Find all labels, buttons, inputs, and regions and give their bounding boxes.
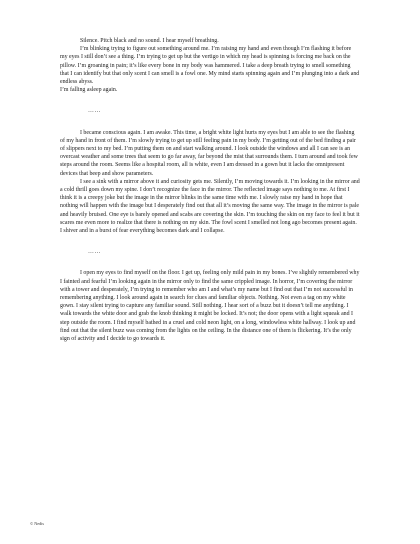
- copyright-footer: © Nedis: [30, 521, 44, 526]
- section-separator: ……: [88, 249, 101, 256]
- paragraph: I open my eyes to find myself on the floor. I get up, feeling only mild pain in my bones. I’ve slightly remembered why I fainted and fearful I’m looking again in the mirror only to find the same crippled image. In horror, I’m covering the mirror with a tower and desperately, I’m trying to remember who am I and what’s my name but I find out that I’m not successful in remembering anything. I look around again in search for clues and familiar objects. Nothing. Not even a tag on my white gown. I stay silent trying to capture any familiar sound. Still nothing. I hear sort of a buzz but it doesn’t tell me anything. I walk towards the white door and grab the knob thinking it might be locked. It’s not; the door opens with a light squeak and I step outside the room. I find myself bathed in a cruel and cold neon light, on a long, windowless white hallway. I look up and find out that the silent buzz was coming from the lights on the ceiling. In the distance one of them is flickering. It’s the only sign of activity and I decide to go towards it.: [60, 270, 360, 343]
- spacer: [60, 116, 360, 129]
- paragraph: I’m falling asleep again.: [60, 87, 118, 94]
- spacer: [60, 256, 360, 269]
- spacer: [60, 94, 360, 107]
- spacer: [60, 235, 360, 248]
- paragraph: I became conscious again. I am awake. This time, a bright white light hurts my eyes but I am able to see the flashing of my hand in front of them. I’m slowly trying to get up still feeling pain in my body. I’m getting out of the bed finding a pair of slippers next to my bed. I’m putting them on and start walking around. I look outside the windows and all I can see is an overcast weather and some trees that seem to go far away, far beyond the mist that surrounds them. I turn around and took few steps around the room. Seems like a hospital room, all is white, even I am dressed in a gown but it lacks the omnipresent devices that beep and show parameters.: [60, 129, 358, 177]
- section-separator: ……: [88, 108, 101, 115]
- paragraph: I’m blinking trying to figure out something around me. I’m raising my hand and even though I’m flashing it before my eyes I still don’t see a thing. I’m trying to get up but the vertigo in which my head is spinning is forcing me back on the pillow. I’m groaning in pain; it’s like every bone in my body was hammered. I take a deep breath trying to smell something that I can identify but that only scent I can smell is a fowl one. My mind starts spinning again and I’m plunging into a dark and endless abyss.: [60, 46, 360, 86]
- paragraph: I see a sink with a mirror above it and curiosity gets me. Silently, I’m moving towards it. I’m looking in the mirror and a cold thrill goes down my spine. I don’t recognize the face in the mirror. The reflected image says nothing to me. At first I think it is a creepy joke but the image in the mirror blinks in the same time with me. I slowly raise my hand in hope that nothing will happen with the image but I desperately find out that all it’s moving the same way. The image in the mirror is pale and heavily bruised. One eye is barely opened and scabs are covering the skin. I’m touching the skin on my face to feel it but it scares me even more to realize that there is nothing on my skin. The fowl scent I smelled not long ago becomes present again. I shiver and in a burst of fear everything becomes dark and I collapse.: [60, 178, 360, 235]
- story-body: [60, 37, 360, 343]
- paragraph: Silence. Pitch black and no sound. I hear myself breathing.: [80, 38, 219, 44]
